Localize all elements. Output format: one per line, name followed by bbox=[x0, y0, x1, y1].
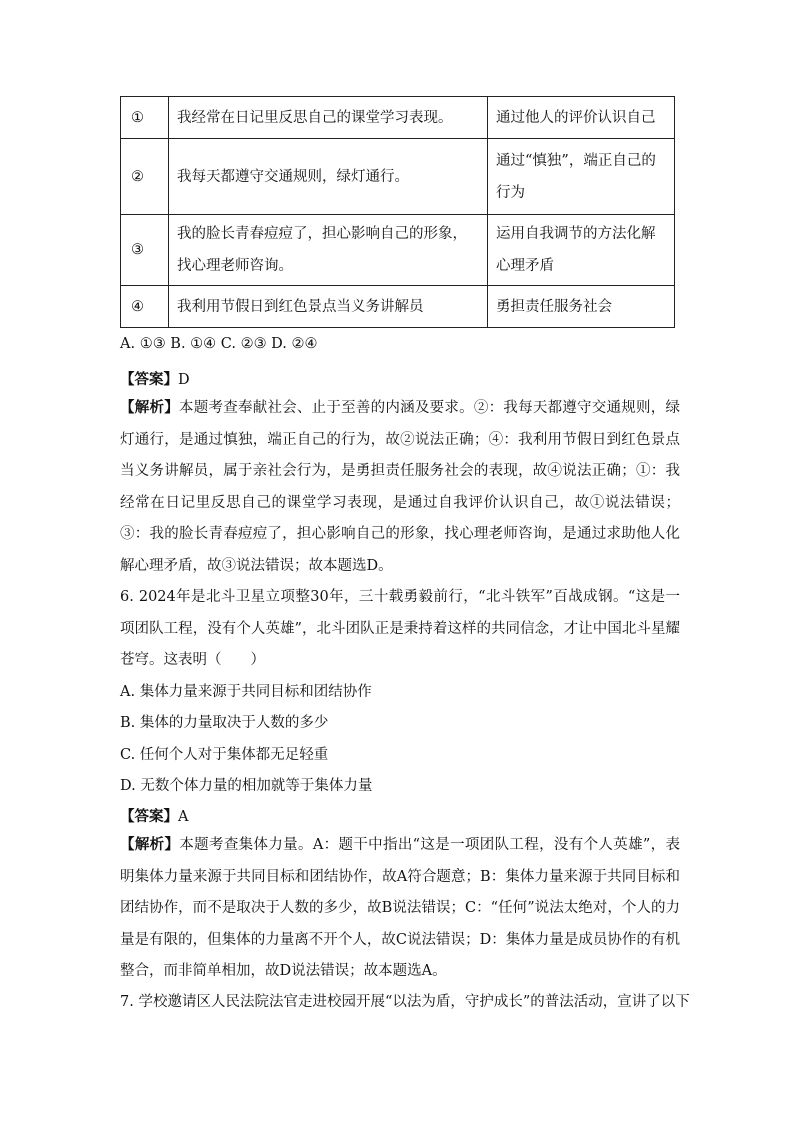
q6-option-a: A. 集体力量来源于共同目标和团结协作 bbox=[120, 684, 372, 700]
row-statement: 我每天都遵守交通规则，绿灯通行。 bbox=[169, 139, 488, 215]
row-judgement: 通过他人的评价认识自己 bbox=[488, 97, 675, 139]
table-row bbox=[121, 139, 675, 215]
table-row bbox=[121, 97, 675, 139]
q5-options: A. ①③ B. ①④ C. ②③ D. ②④ bbox=[120, 336, 318, 352]
q5-analysis bbox=[120, 392, 680, 583]
q5-answer bbox=[120, 368, 190, 389]
row-judgement: 通过“慎独”，端正自己的行为 bbox=[488, 139, 675, 215]
answer-tag: 【答案】 bbox=[120, 371, 178, 388]
row-number: ④ bbox=[121, 286, 169, 328]
row-number: ① bbox=[121, 97, 169, 139]
row-statement: 我的脸长青春痘痘了，担心影响自己的形象，找心理老师咨询。 bbox=[169, 215, 488, 286]
answer-value: A bbox=[178, 809, 189, 825]
q6-option-b: B. 集体的力量取决于人数的多少 bbox=[120, 715, 329, 731]
statement-table bbox=[120, 96, 675, 328]
analysis-text: 本题考查集体力量。A：题干中指出“这是一项团队工程，没有个人英雄”，表明集体力量来源于共同目标和团结协作，故A符合题意；B：集体力量来源于共同目标和团结协作，而不是取决于人数的多少，故B说法错误；C：“任何”说法太绝对，个人的力量是有限的，但集体的力量离不开个人，故C说法错误；D：集体力量是成员协作的有机整合，而非简单相加，故D说法错误；故本题选A。 bbox=[120, 837, 681, 980]
q7-stem: 7. 学校邀请区人民法院法官走进校园开展“以法为盾，守护成长”的普法活动，宣讲了以下 bbox=[120, 994, 690, 1010]
row-number: ③ bbox=[121, 215, 169, 286]
table-row bbox=[121, 286, 675, 328]
q6-stem: 6. 2024年是北斗卫星立项整30年，三十载勇毅前行，“北斗铁军”百战成钢。“这是一项团队工程，没有个人英雄”，北斗团队正是秉持着这样的共同信念，才让中国北斗星耀苍穹。这表明（ ） bbox=[120, 589, 680, 669]
table-row bbox=[121, 215, 675, 286]
answer-value: D bbox=[178, 372, 190, 388]
q6-option-d: D. 无数个体力量的相加就等于集体力量 bbox=[120, 778, 373, 794]
analysis-tag: 【解析】 bbox=[120, 399, 179, 416]
q6-analysis bbox=[120, 829, 680, 988]
row-statement: 我利用节假日到红色景点当义务讲解员 bbox=[169, 286, 488, 328]
row-statement: 我经常在日记里反思自己的课堂学习表现。 bbox=[169, 97, 488, 139]
row-judgement: 勇担责任服务社会 bbox=[488, 286, 675, 328]
analysis-text: 本题考查奉献社会、止于至善的内涵及要求。②：我每天都遵守交通规则，绿灯通行，是通过慎独，端正自己的行为，故②说法正确；④：我利用节假日到红色景点当义务讲解员，属于亲社会行为，是勇担责任服务社会的表现，故④说法正确；①：我经常在日记里反思自己的课堂学习表现，是通过自我评价认识自己，故①说法错误；③：我的脸长青春痘痘了，担心影响自己的形象，找心理老师咨询，是通过求助他人化解心理矛盾，故③说法错误；故本题选D。 bbox=[120, 400, 681, 574]
analysis-tag: 【解析】 bbox=[120, 836, 180, 853]
row-judgement: 运用自我调节的方法化解心理矛盾 bbox=[488, 215, 675, 286]
answer-tag: 【答案】 bbox=[120, 808, 178, 825]
row-number: ② bbox=[121, 139, 169, 215]
q6-option-c: C. 任何个人对于集体都无足轻重 bbox=[120, 747, 329, 763]
q6-answer bbox=[120, 805, 188, 826]
